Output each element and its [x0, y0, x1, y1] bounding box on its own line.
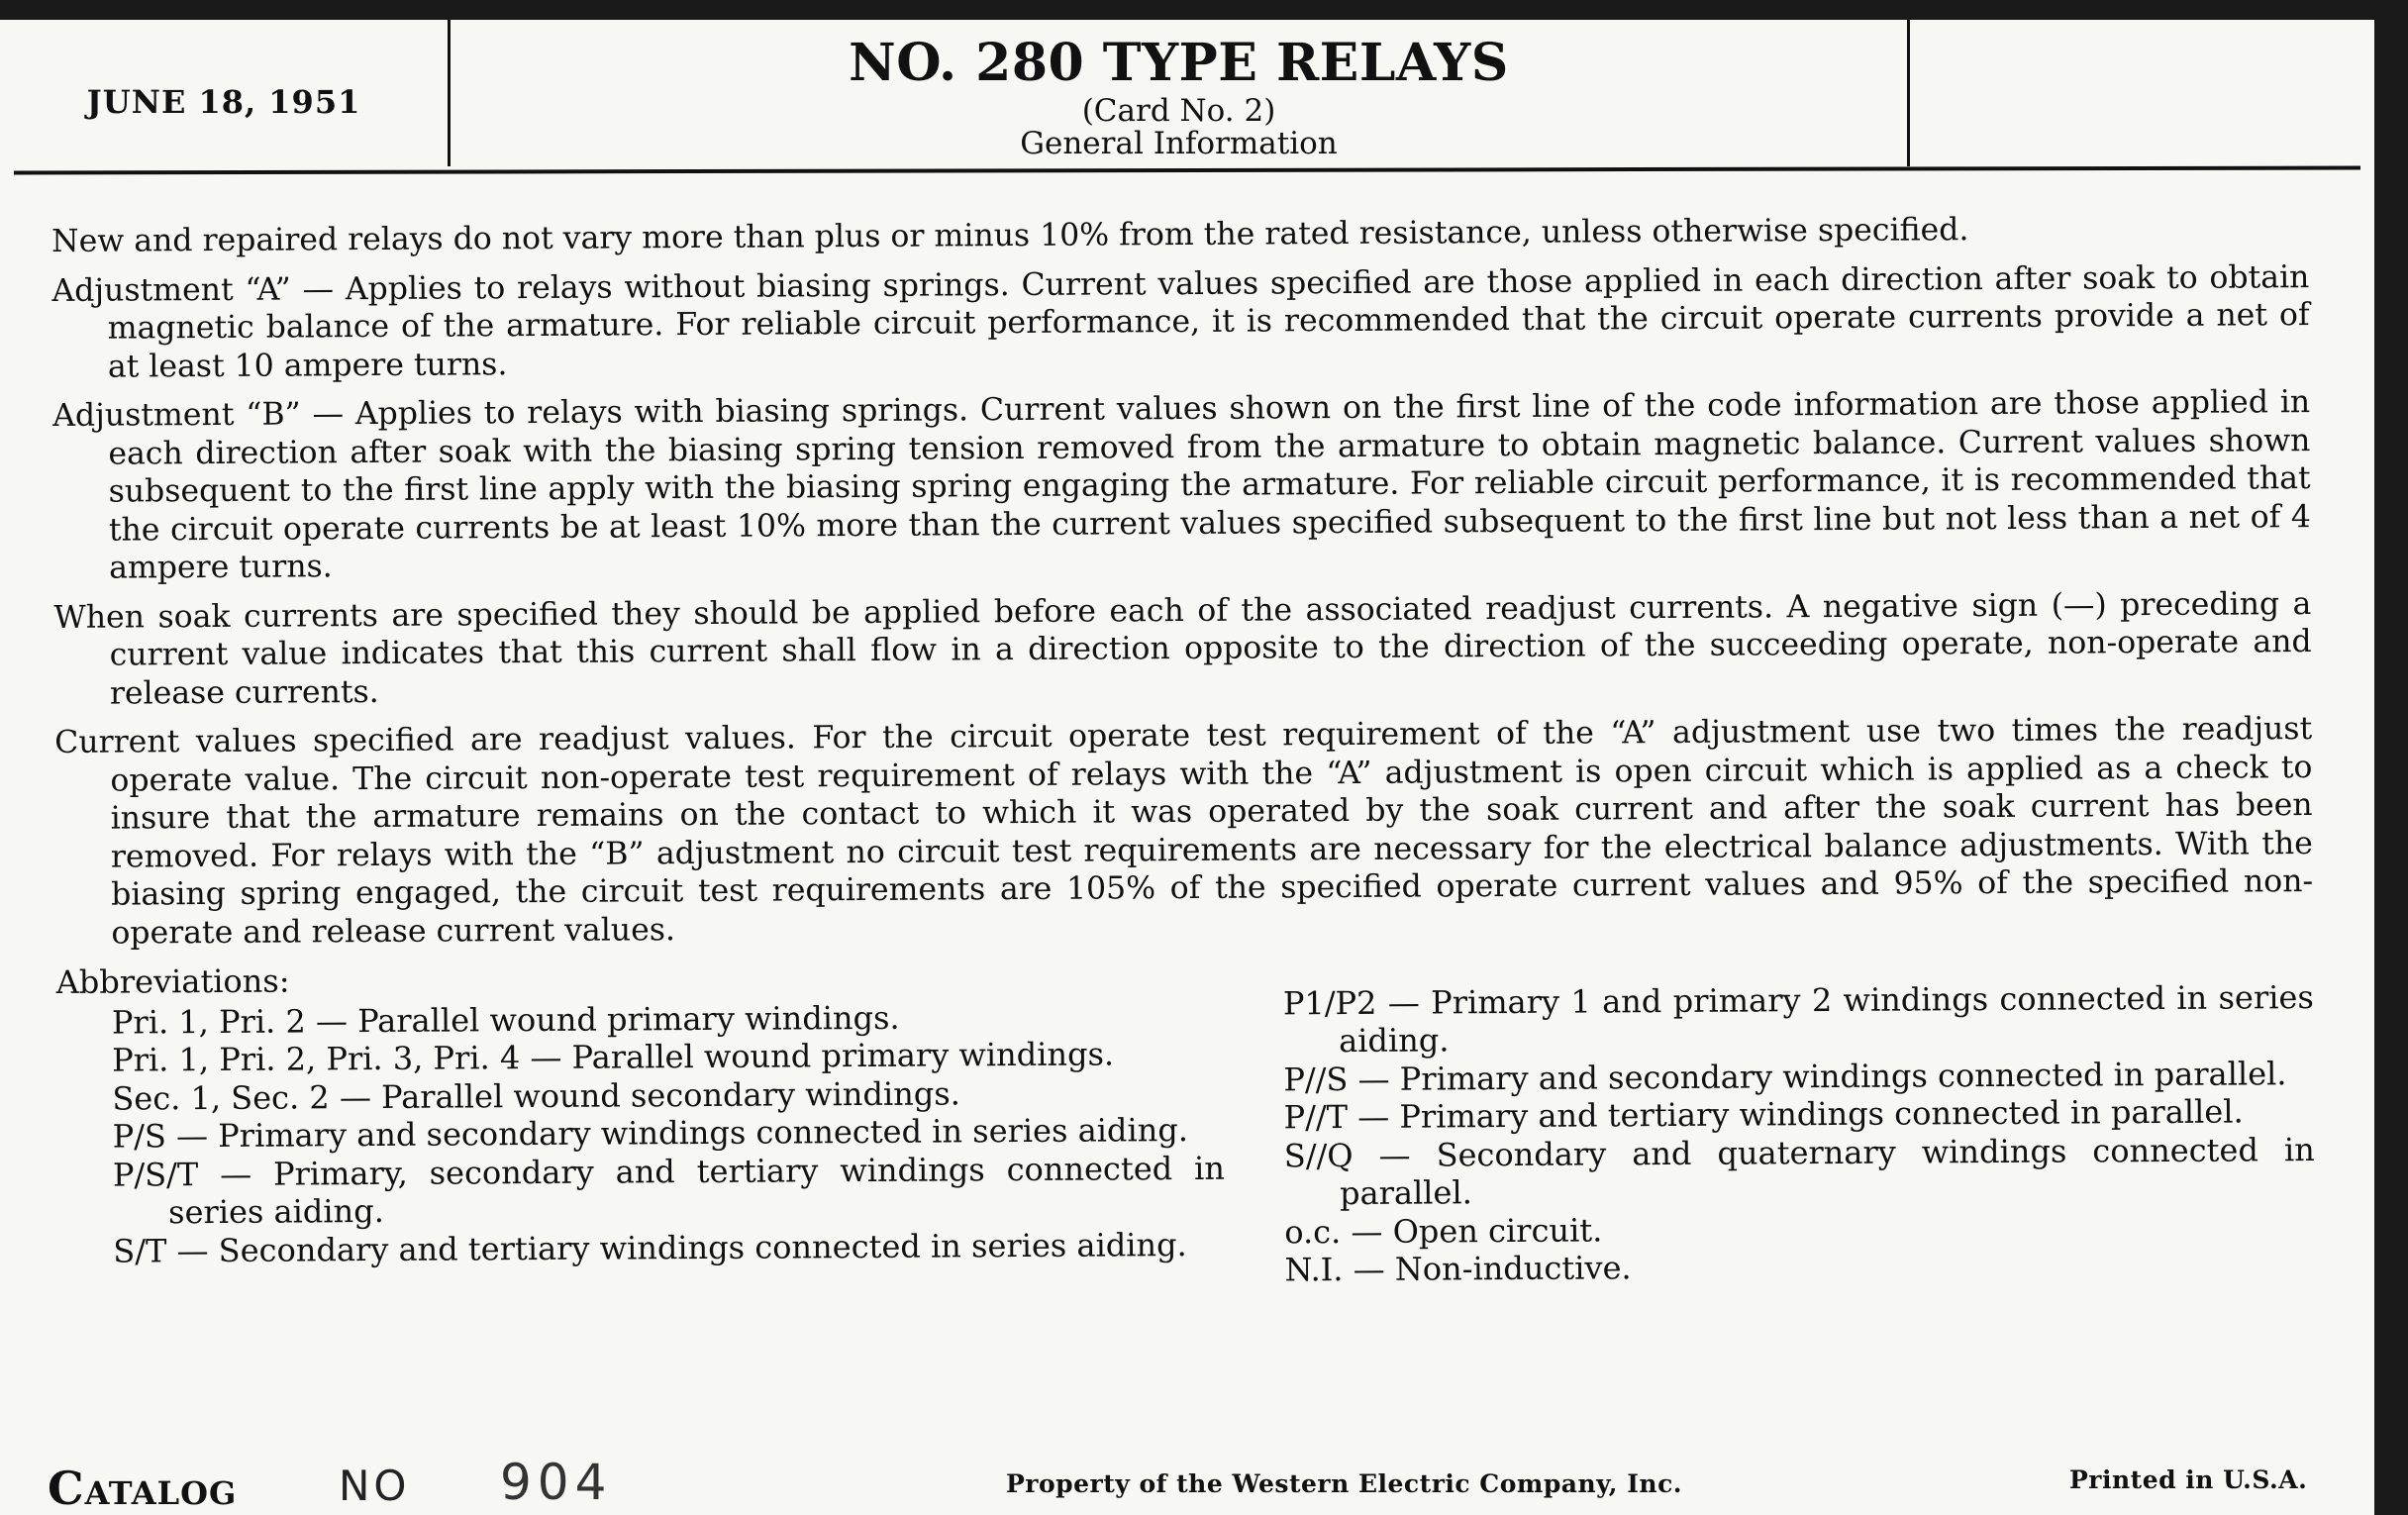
abbreviation-item: P1/P2 — Primary 1 and primary 2 windings connected in series aiding. — [1282, 977, 2314, 1060]
footer — [0, 1436, 2374, 1515]
date-cell — [0, 20, 448, 163]
header-rule — [14, 166, 2360, 175]
date: JUNE 18, 1951 — [86, 82, 361, 121]
property-notice: Property of the Western Electric Company, Inc. — [1006, 1469, 1683, 1498]
paragraph: Current values specified are readjust values. For the circuit operate test requirement of the “A” adjustment use two times the readjust operate value. The circuit non-operate test requirement of relays with the “A” adjustment is open circuit which is applied as a check to insure that the armature remains on the contact to which it was operated by the soak current and after the soak current has been removed. For relays with the “B” adjustment no circuit test requirements are necessary for the electrical balance adjustments. With the biasing spring engaged, the circuit test requirements are 105% of the specified operate current values and 95% of the specified non-operate and release current values. — [54, 711, 2314, 952]
abbreviation-item: Pri. 1, Pri. 2 — Parallel wound primary windings. — [111, 998, 900, 1042]
abbreviation-item: Pri. 1, Pri. 2, Pri. 3, Pri. 4 — Parallel wound primary windings. — [112, 1035, 1115, 1079]
catalog-number-label: NO — [339, 1462, 411, 1510]
catalog-label: Catalog — [48, 1462, 238, 1515]
page-title: NO. 280 TYPE RELAYS — [849, 33, 1509, 93]
abbreviations-left-column — [112, 996, 1226, 1296]
abbreviation-item: P//T — Primary and tertiary windings connected in parallel. — [1283, 1092, 2244, 1137]
header — [0, 20, 2362, 171]
abbreviation-item: S/T — Secondary and tertiary windings connected in series aiding. — [113, 1225, 1187, 1270]
paragraph: Adjustment “A” — Applies to relays without biasing springs. Current values specified are those applied in each direction after soak to obtain magnetic balance of the armature. For reliable circuit performance, it is recommended that the circuit operate currents provide a net of at least 10 ampere turns. — [51, 258, 2310, 385]
page-subtitle: General Information — [1020, 125, 1338, 161]
abbreviation-item: S//Q — Secondary and quaternary windings connected in parallel. — [1283, 1130, 2315, 1213]
paragraph: When soak currents are specified they should be applied before each of the associated readjust currents. A negative sign (—) preceding a current value indicates that this current shall flow in a direction opposite to the direction of the succeeding operate, non-operate and release currents. — [53, 585, 2312, 712]
abbreviation-item: P/S — Primary and secondary windings connected in series aiding. — [112, 1111, 1189, 1156]
abbreviation-item: P//S — Primary and secondary windings connected in parallel. — [1283, 1054, 2287, 1098]
card-number: (Card No. 2) — [1081, 93, 1276, 129]
header-divider — [1907, 20, 1910, 166]
printed-notice: Printed in U.S.A. — [2069, 1465, 2308, 1494]
abbreviation-item: N.I. — Non-inductive. — [1284, 1249, 1632, 1289]
abbreviation-item: o.c. — Open circuit. — [1284, 1210, 1603, 1251]
abbreviations-heading: Abbreviations: — [55, 961, 290, 1001]
body-text — [51, 209, 2316, 1296]
title-cell — [451, 20, 1907, 163]
document-card — [0, 20, 2374, 1515]
catalog-number: 904 — [500, 1454, 613, 1511]
abbreviations-right-column — [1283, 978, 2316, 1289]
paragraph: Adjustment “B” — Applies to relays with biasing springs. Current values shown on the first line of the code information are those applied in each direction after soak with the biasing spring tension removed from the armature to obtain magnetic balance. Current values shown subsequent to the first line apply with the biasing spring engaging the armature. For reliable circuit performance, it is recommended that the circuit operate currents be at least 10% more than the current values specified subsequent to the first line but not less than a net of 4 ampere turns. — [52, 384, 2311, 586]
abbreviation-item: P/S/T — Primary, secondary and tertiary windings connected in series aiding. — [112, 1149, 1226, 1232]
abbreviation-item: Sec. 1, Sec. 2 — Parallel wound secondary windings. — [112, 1073, 960, 1118]
paragraph: New and repaired relays do not vary more than plus or minus 10% from the rated resistance, unless otherwise specified. — [51, 212, 1969, 259]
